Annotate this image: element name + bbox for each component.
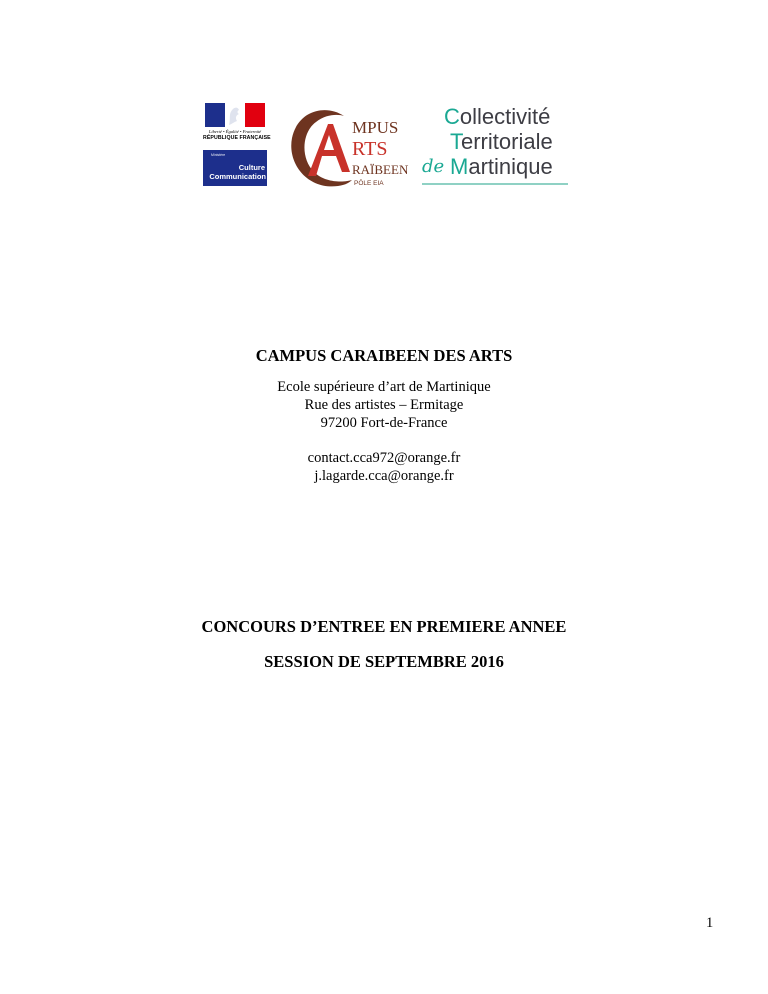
collectivite-territoriale-logo: [420, 104, 570, 188]
logo-line3: RAÏBEEN: [352, 162, 409, 177]
page-number: 1: [706, 915, 714, 931]
address-line-3: 97200 Fort-de-France: [320, 415, 448, 431]
exam-title: CONCOURS D’ENTREE EN PREMIERE ANNEE: [201, 617, 567, 636]
address-line-1: Ecole supérieure d’art de Martinique: [277, 379, 491, 395]
ctm-line1-initial: C: [444, 104, 460, 129]
email-contact[interactable]: contact.cca972@orange.fr: [307, 450, 461, 466]
rf-name: RÉPUBLIQUE FRANÇAISE: [203, 135, 271, 141]
tricolor-flag-icon: [205, 103, 265, 127]
session-title: SESSION DE SEPTEMBRE 2016: [264, 652, 504, 671]
logo-a-shape: [308, 124, 350, 176]
ctm-line3-initial: M: [450, 154, 469, 179]
ctm-underline: [422, 183, 568, 185]
ministry-small-label: Ministère: [211, 153, 226, 157]
ministry-communication-label: Communication: [209, 172, 266, 181]
logo-line4: PÔLE EIA: [354, 180, 384, 187]
campus-arts-caraibeen-logo: [286, 102, 411, 192]
ctm-line2-initial: T: [450, 129, 461, 154]
logo-line2: RTS: [352, 138, 388, 160]
ministry-culture-label: Culture: [238, 163, 265, 172]
logo-line1: MPUS: [352, 118, 399, 137]
rf-motto: Liberté • Égalité • Fraternité: [208, 129, 262, 134]
ministry-block: [203, 150, 267, 186]
school-title: CAMPUS CARAIBEEN DES ARTS: [255, 346, 513, 365]
republique-francaise-logo: [203, 103, 271, 186]
ctm-line3: Martinique: [450, 154, 553, 179]
ctm-line1: Collectivité: [444, 104, 551, 129]
ctm-connector: de: [422, 156, 445, 177]
email-lagarde[interactable]: j.lagarde.cca@orange.fr: [314, 468, 454, 484]
ctm-line2: Territoriale: [450, 129, 553, 154]
address-line-2: Rue des artistes – Ermitage: [304, 397, 464, 413]
